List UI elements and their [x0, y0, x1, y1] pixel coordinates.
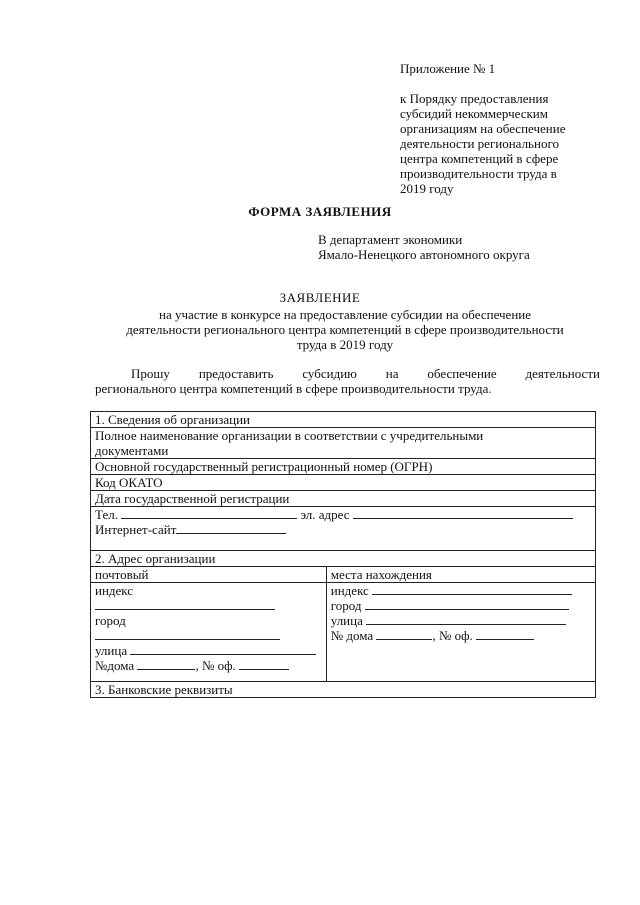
- addressee-line-2: Ямало-Ненецкого автономного округа: [318, 246, 530, 262]
- full-name-label-1: Полное наименование организации в соответствии с учредительными: [95, 428, 484, 443]
- field-full-name[interactable]: [91, 428, 596, 459]
- location-city-input[interactable]: [365, 598, 569, 610]
- subtitle-line: деятельности регионального центра компетенций в сфере производительности: [126, 321, 564, 337]
- website-input[interactable]: [176, 522, 286, 534]
- postal-street-label: улица: [95, 643, 128, 658]
- email-input[interactable]: [353, 507, 573, 519]
- addressee-block: [318, 233, 618, 263]
- website-label: Интернет-сайт: [95, 522, 177, 537]
- tel-input[interactable]: [121, 507, 297, 519]
- postal-city-label: город: [95, 613, 126, 628]
- location-address-header: места нахождения: [326, 567, 595, 583]
- application-form-table: [90, 411, 596, 698]
- field-okato[interactable]: Код ОКАТО: [91, 475, 596, 491]
- location-office-label: , № оф.: [432, 628, 473, 643]
- request-word: предоставить: [198, 366, 274, 381]
- appendix-line: субсидий некоммерческим: [400, 105, 548, 121]
- field-registration-date[interactable]: Дата государственной регистрации: [91, 491, 596, 507]
- section-bank-details: 3. Банковские реквизиты: [91, 682, 596, 698]
- request-word: субсидию: [302, 366, 357, 381]
- field-ogrn[interactable]: Основной государственный регистрационный номер (ОГРН): [91, 459, 596, 475]
- appendix-line: организациям на обеспечение: [400, 120, 566, 136]
- postal-street-input[interactable]: [130, 643, 316, 655]
- location-house-label: № дома: [330, 628, 374, 643]
- appendix-line: деятельности регионального: [400, 135, 559, 151]
- section-organization-address: 2. Адрес организации: [91, 551, 596, 567]
- application-subtitle: [95, 308, 595, 353]
- postal-address-header: почтовый: [91, 567, 327, 583]
- location-office-input[interactable]: [476, 628, 534, 640]
- postal-address-cell: [91, 583, 327, 682]
- postal-city-input[interactable]: [95, 628, 280, 640]
- addressee-line-1: В департамент экономики: [318, 232, 463, 247]
- location-street-input[interactable]: [366, 613, 566, 625]
- postal-house-label: №дома: [95, 658, 135, 673]
- postal-index-label: индекс: [95, 583, 134, 598]
- appendix-line: к Порядку предоставления: [400, 90, 549, 106]
- email-label: эл. адрес: [300, 507, 350, 522]
- form-title: ФОРМА ЗАЯВЛЕНИЯ: [248, 204, 392, 219]
- contacts-cell: [91, 507, 596, 551]
- application-title: ЗАЯВЛЕНИЕ: [279, 290, 361, 305]
- location-index-input[interactable]: [372, 583, 572, 595]
- appendix-line: центра компетенций в сфере: [400, 150, 559, 166]
- location-index-label: индекс: [330, 583, 369, 598]
- full-name-label-2: документами: [95, 443, 169, 458]
- request-paragraph: [95, 367, 600, 397]
- postal-office-label: , № оф.: [195, 658, 236, 673]
- section-organization-info: 1. Сведения об организации: [91, 412, 596, 428]
- subtitle-line: на участие в конкурсе на предоставление субсидии на обеспечение: [158, 307, 532, 322]
- appendix-block: [400, 62, 600, 197]
- request-word: Прошу: [131, 366, 170, 381]
- location-house-input[interactable]: [376, 628, 432, 640]
- appendix-line: 2019 году: [400, 180, 454, 196]
- request-line-2: регионального центра компетенций в сфере производительности труда.: [95, 380, 492, 396]
- request-word: на: [385, 366, 399, 381]
- request-word: деятельности: [525, 366, 600, 381]
- tel-label: Тел.: [95, 507, 118, 522]
- request-line-1: [95, 367, 600, 382]
- location-street-label: улица: [330, 613, 363, 628]
- request-word: обеспечение: [427, 366, 497, 381]
- appendix-number: Приложение № 1: [400, 61, 496, 76]
- subtitle-line: труда в 2019 году: [296, 336, 394, 352]
- postal-house-input[interactable]: [137, 658, 195, 670]
- location-address-cell: [326, 583, 595, 682]
- appendix-line: производительности труда в: [400, 165, 557, 181]
- location-city-label: город: [330, 598, 362, 613]
- postal-office-input[interactable]: [239, 658, 289, 670]
- postal-index-input[interactable]: [95, 598, 275, 610]
